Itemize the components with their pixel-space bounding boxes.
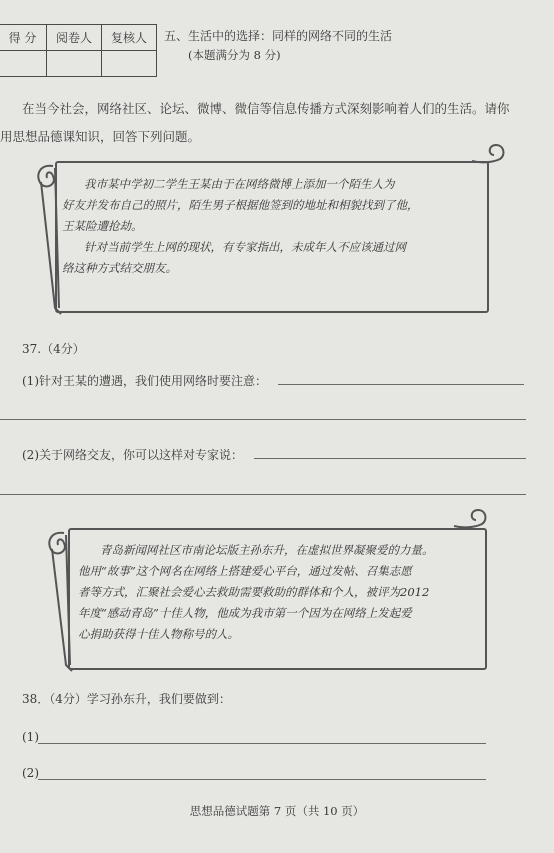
scroll-curl-left-icon — [44, 525, 76, 675]
answer-line-38-2[interactable] — [38, 779, 486, 780]
case-1-line: 我市某中学初二学生王某由于在网络微博上添加一个陌生人为 — [84, 177, 395, 191]
answer-line-37-2a[interactable] — [254, 458, 526, 459]
question-38-item-1-label: (1) — [22, 730, 39, 744]
question-37-1-prompt: (1)针对王某的遭遇，我们使用网络时要注意： — [22, 374, 267, 388]
score-header-yuejuanren: 阅卷人 — [47, 25, 102, 51]
case-1-line: 针对当前学生上网的现状，有专家指出，未成年人不应该通过网 — [84, 240, 406, 254]
case-1-line: 好友并发布自己的照片，陌生男子根据他签到的地址和相貌找到了他， — [62, 198, 419, 212]
question-38-item-2-label: (2) — [22, 766, 39, 780]
score-header-fuheren: 复核人 — [102, 25, 157, 51]
intro-line-2: 用思想品德课知识，回答下列问题。 — [0, 129, 201, 144]
case-2-line: 者等方式，汇聚社会爱心去救助需要救助的群体和个人，被评为2012 — [78, 585, 430, 599]
score-cell-defen[interactable] — [0, 51, 47, 77]
case-2-line: 他用“故事”这个网名在网络上搭建爱心平台，通过发帖、召集志愿 — [78, 564, 412, 578]
score-cell-yuejuanren[interactable] — [47, 51, 102, 77]
answer-line-37-1b[interactable] — [0, 419, 526, 420]
intro-paragraph — [0, 95, 548, 151]
score-header-defen: 得 分 — [0, 25, 47, 51]
case-2-line: 青岛新闻网社区市南论坛版主孙东升，在虚拟世界凝聚爱的力量。 — [100, 543, 434, 557]
answer-line-37-1a[interactable] — [278, 384, 524, 385]
question-37-2-prompt: (2)关于网络交友，你可以这样对专家说： — [22, 448, 243, 462]
section-title: 五、生活中的选择：同样的网络不同的生活 — [164, 29, 393, 43]
case-2-line: 心捐助获得十佳人物称号的人。 — [78, 627, 239, 641]
page-footer: 思想品德试题第 7 页（共 10 页） — [189, 804, 365, 818]
score-cell-fuheren[interactable] — [102, 51, 157, 77]
score-table — [0, 24, 157, 77]
scroll-curl-right-icon — [470, 141, 508, 171]
scroll-curl-left-icon — [33, 158, 65, 318]
question-38-head: 38．（4分）学习孙东升，我们要做到： — [22, 692, 231, 706]
case-1-line: 王某险遭抢劫。 — [62, 219, 143, 233]
answer-line-37-2b[interactable] — [0, 494, 526, 495]
answer-line-38-1[interactable] — [38, 743, 486, 744]
question-37-head: 37.（4分） — [22, 342, 85, 356]
intro-line-1: 在当今社会，网络社区、论坛、微博、微信等信息传播方式深刻影响着人们的生活。请你 — [22, 101, 510, 116]
scroll-curl-right-icon — [452, 506, 490, 536]
case-1-line: 络这种方式结交朋友。 — [62, 261, 177, 275]
case-2-line: 年度“感动青岛”十佳人物，他成为我市第一个因为在网络上发起爱 — [78, 606, 412, 620]
section-score-note: (本题满分为 8 分) — [188, 48, 281, 62]
case-1-text — [62, 174, 419, 279]
case-2-text — [78, 540, 434, 645]
